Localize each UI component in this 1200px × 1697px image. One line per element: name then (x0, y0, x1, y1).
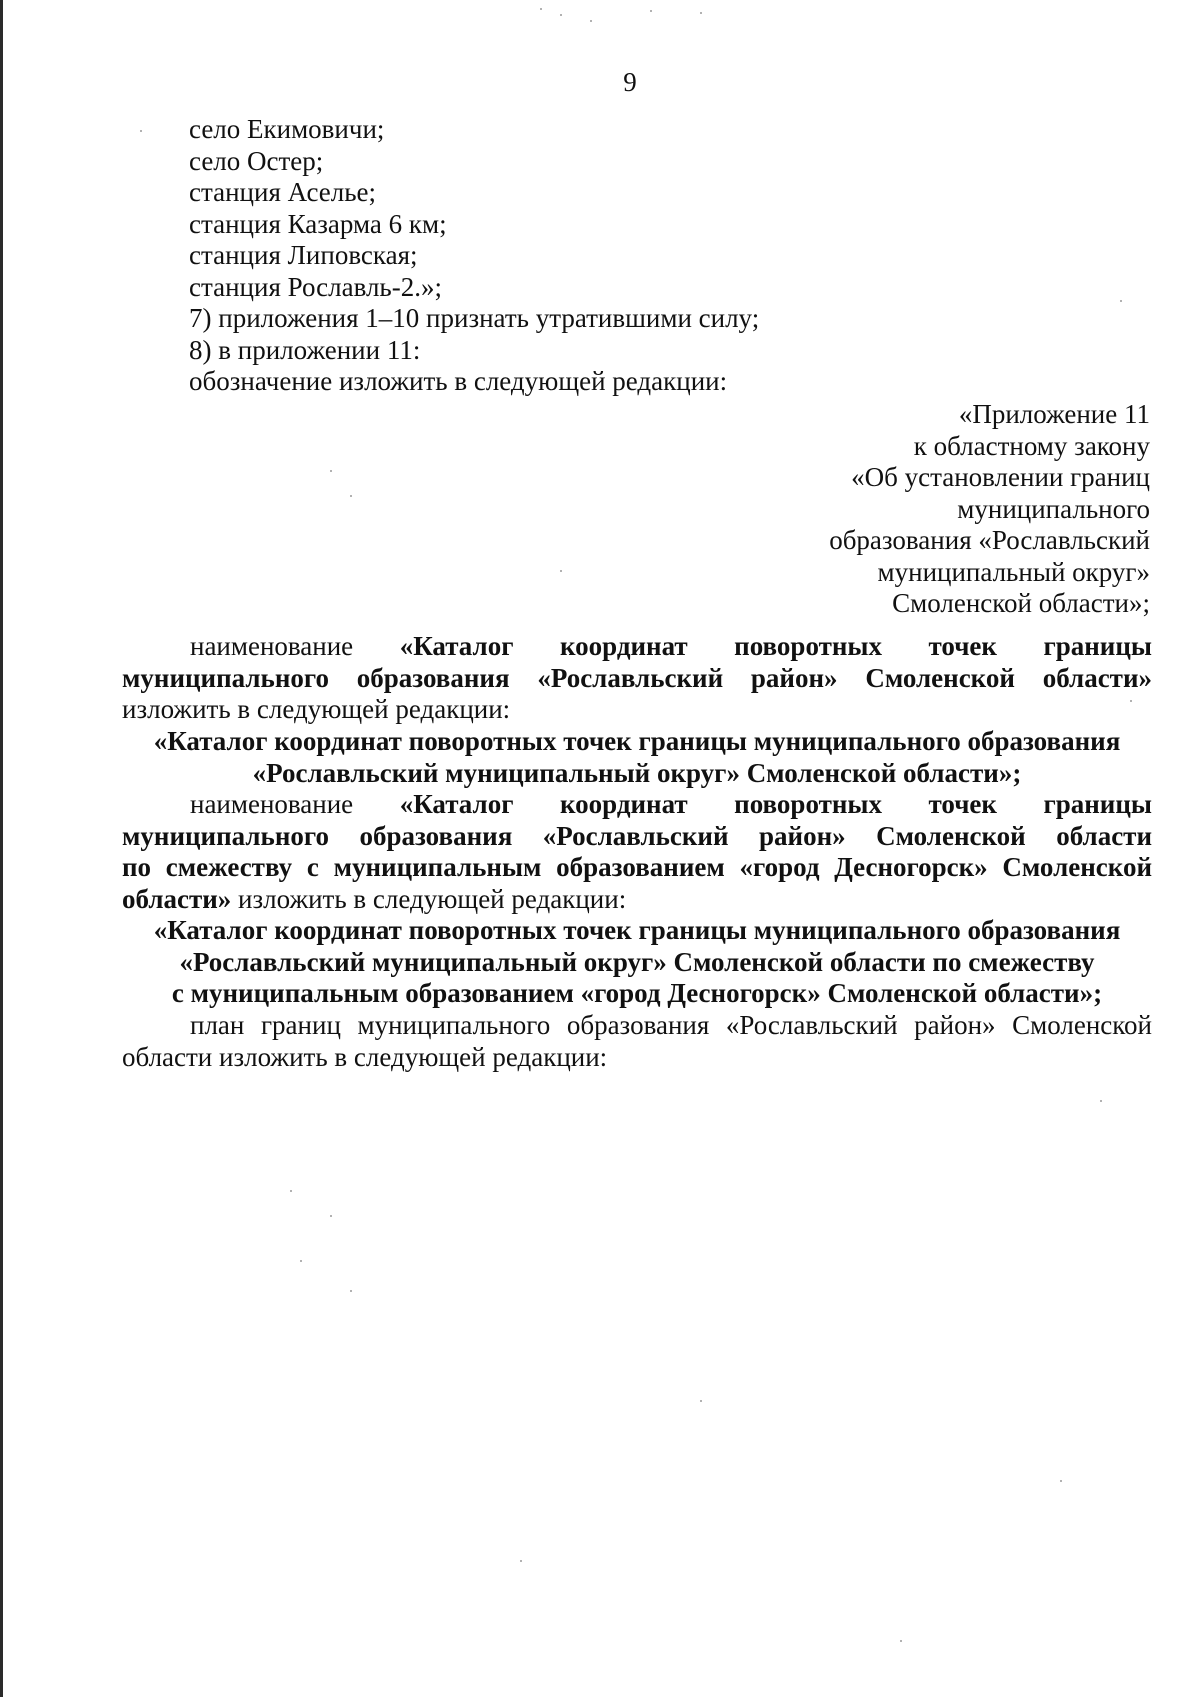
paragraph-bold-text: «Каталог координат поворотных точек границы (399, 631, 1153, 661)
heading-line: «Рославльский муниципальный округ» Смоленской области»; (252, 757, 1022, 788)
paragraph-bold-text: области» (122, 883, 232, 914)
list-item: станция Казарма 6 км; (189, 208, 447, 239)
scan-speck (540, 8, 542, 10)
scan-speck (330, 470, 332, 472)
paragraph-name-change-1 (122, 631, 1152, 726)
scan-speck (590, 20, 592, 22)
scan-speck (560, 570, 562, 572)
page-number: 9 (623, 67, 637, 97)
scan-speck (1100, 1100, 1102, 1102)
scan-speck (700, 1400, 702, 1402)
catalog-heading-1 (122, 726, 1152, 789)
paragraph-text: изложить в следующей редакции: (122, 694, 511, 724)
appendix-header (650, 399, 1150, 620)
paragraph-text: наименование (190, 789, 354, 819)
scan-speck (350, 1290, 352, 1292)
heading-line: «Каталог координат поворотных точек границы муниципального образования (153, 915, 1121, 945)
paragraph-bold-text: по смежеству с муниципальным образованием «город Десногорск» Смоленской (122, 852, 1152, 882)
heading-line: «Рославльский муниципальный округ» Смоленской области по смежеству (179, 946, 1095, 977)
designation-intro: обозначение изложить в следующей редакции: (189, 366, 728, 396)
catalog-heading-2 (122, 915, 1152, 1010)
paragraph-bold-text: «Каталог координат поворотных точек границы (399, 789, 1153, 819)
list-item: станция Аселье; (189, 177, 377, 207)
heading-line: с муниципальным образованием «город Десногорск» Смоленской области»; (171, 978, 1103, 1008)
scan-speck (1120, 300, 1122, 302)
scan-speck (330, 1215, 332, 1217)
paragraph-text: области изложить в следующей редакции: (122, 1041, 608, 1072)
scan-speck (300, 1260, 302, 1262)
scan-speck (900, 1640, 902, 1642)
appendix-header-line: к областному закону (913, 430, 1150, 461)
appendix-header-line: «Об установлении границ (851, 462, 1150, 492)
paragraph-text: наименование (190, 631, 354, 661)
scan-speck (290, 1190, 292, 1192)
heading-line: «Каталог координат поворотных точек границы муниципального образования (153, 726, 1121, 756)
item-8: 8) в приложении 11: (189, 334, 421, 365)
list-item: станция Липовская; (189, 240, 418, 270)
scan-speck (1060, 1480, 1062, 1482)
appendix-header-line: «Приложение 11 (958, 399, 1150, 429)
scan-speck (650, 10, 652, 12)
paragraph-name-change-2 (122, 789, 1152, 915)
appendix-header-line: муниципальный округ» (877, 556, 1150, 587)
appendix-header-line: образования «Рославльский (829, 525, 1150, 555)
paragraph-bold-text: муниципального образования «Рославльский район» Смоленской области (122, 820, 1152, 851)
scan-speck (560, 14, 562, 16)
scan-speck (700, 12, 702, 14)
item-7: 7) приложения 1–10 признать утратившими силу; (189, 303, 760, 333)
settlement-list (189, 114, 1089, 398)
scan-left-edge (0, 0, 3, 1697)
paragraph-text: план границ муниципального образования «Рославльский район» Смоленской (190, 1010, 1152, 1040)
list-item: станция Рославль-2.»; (189, 271, 442, 302)
appendix-header-line: Смоленской области»; (892, 588, 1150, 618)
list-item: село Екимовичи; (189, 114, 385, 144)
paragraph-plan (122, 1010, 1152, 1073)
paragraph-bold-text: муниципального образования «Рославльский район» Смоленской области» (122, 662, 1152, 693)
scan-speck (520, 1560, 522, 1562)
scan-speck (1130, 700, 1132, 702)
paragraph-text: изложить в следующей редакции: (238, 883, 627, 914)
scan-speck (350, 495, 352, 497)
scan-speck (140, 130, 142, 132)
list-item: село Остер; (189, 145, 324, 176)
appendix-header-line: муниципального (957, 493, 1150, 524)
